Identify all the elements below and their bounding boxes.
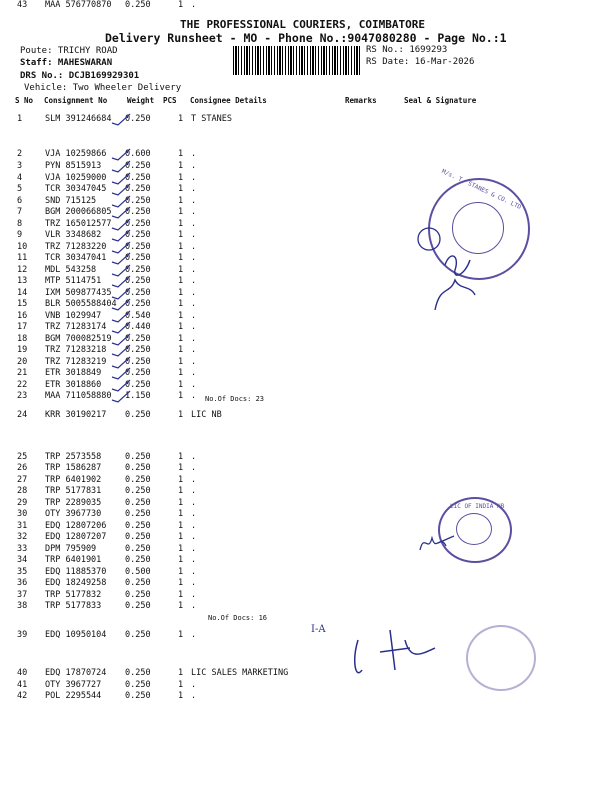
row-weight: 0.250	[125, 161, 151, 171]
company-title: THE PROFESSIONAL COURIERS, COIMBATORE	[180, 18, 426, 31]
row-serial-number: 33	[17, 544, 28, 554]
row-serial-number: 14	[17, 288, 28, 298]
row-serial-number: 35	[17, 567, 28, 577]
row-pieces: 1	[178, 380, 184, 390]
row-consignment-number: BGM 700082519	[45, 334, 112, 344]
row-consignment-number: VNB 1029947	[45, 311, 102, 321]
row-serial-number: 30	[17, 509, 28, 519]
row-pieces: 1	[178, 590, 184, 600]
tick-mark	[112, 184, 130, 195]
row-pieces: 1	[178, 196, 184, 206]
row-consignee: LIC SALES MARKETING	[191, 668, 289, 678]
tick-mark	[112, 322, 130, 333]
row-consignee: .	[191, 276, 197, 286]
row-consignee: .	[191, 380, 197, 390]
row-consignee: .	[191, 391, 197, 401]
row-weight: 0.250	[125, 410, 151, 420]
row-consignment-number: MAA 576770870	[45, 0, 112, 10]
row-pieces: 1	[178, 509, 184, 519]
row-serial-number: 5	[17, 184, 23, 194]
runsheet-subtitle: Delivery Runsheet - MO - Phone No.:9047080280 - Page No.:1	[105, 31, 507, 45]
row-pieces: 1	[178, 680, 184, 690]
row-weight: 0.250	[125, 521, 151, 531]
row-consignee: .	[191, 521, 197, 531]
row-consignment-number: POL 2295544	[45, 691, 102, 701]
row-pieces: 1	[178, 299, 184, 309]
row-pieces: 1	[178, 207, 184, 217]
tick-mark	[112, 288, 130, 299]
row-pieces: 1	[178, 288, 184, 298]
tick-mark	[112, 173, 130, 184]
tick-mark	[112, 311, 130, 322]
row-serial-number: 13	[17, 276, 28, 286]
row-consignee: T STANES	[191, 114, 232, 124]
row-pieces: 1	[178, 357, 184, 367]
row-pieces: 1	[178, 219, 184, 229]
row-pieces: 1	[178, 276, 184, 286]
row-serial-number: 36	[17, 578, 28, 588]
row-weight: 0.250	[125, 184, 151, 194]
row-consignee: .	[191, 498, 197, 508]
row-serial-number: 31	[17, 521, 28, 531]
row-pieces: 1	[178, 521, 184, 531]
row-weight: 0.250	[125, 299, 151, 309]
row-pieces: 1	[178, 311, 184, 321]
row-consignee: .	[191, 630, 197, 640]
row-consignee: .	[191, 590, 197, 600]
row-pieces: 1	[178, 410, 184, 420]
row-consignee: .	[191, 544, 197, 554]
row-weight: 0.250	[125, 196, 151, 206]
row-pieces: 1	[178, 368, 184, 378]
row-serial-number: 28	[17, 486, 28, 496]
row-weight: 0.250	[125, 486, 151, 496]
row-consignee: LIC NB	[191, 410, 222, 420]
row-weight: 0.250	[125, 532, 151, 542]
row-serial-number: 40	[17, 668, 28, 678]
row-weight: 0.250	[125, 555, 151, 565]
tick-mark	[112, 380, 130, 391]
row-serial-number: 29	[17, 498, 28, 508]
row-consignee: .	[191, 486, 197, 496]
tick-mark	[112, 345, 130, 356]
tick-mark	[112, 276, 130, 287]
row-weight: 0.250	[125, 265, 151, 275]
tick-mark	[112, 334, 130, 345]
row-pieces: 1	[178, 161, 184, 171]
col-remarks: Remarks	[345, 96, 377, 105]
row-consignee: .	[191, 299, 197, 309]
row-pieces: 1	[178, 463, 184, 473]
row-serial-number: 38	[17, 601, 28, 611]
row-weight: 0.600	[125, 149, 151, 159]
row-pieces: 1	[178, 391, 184, 401]
row-weight: 0.250	[125, 691, 151, 701]
row-weight: 0.250	[125, 380, 151, 390]
row-consignment-number: PYN 8515913	[45, 161, 102, 171]
row-weight: 0.540	[125, 311, 151, 321]
row-weight: 0.250	[125, 544, 151, 554]
col-consignment: Consignment No	[44, 96, 108, 105]
tick-mark	[112, 161, 130, 172]
row-serial-number: 37	[17, 590, 28, 600]
row-pieces: 1	[178, 184, 184, 194]
row-pieces: 1	[178, 601, 184, 611]
row-consignment-number: OTY 3967727	[45, 680, 102, 690]
row-weight: 0.250	[125, 368, 151, 378]
row-consignment-number: MAA 711058880	[45, 391, 112, 401]
row-consignee: .	[191, 601, 197, 611]
col-seal-signature: Seal & Signature	[404, 96, 477, 105]
row-consignee: .	[191, 184, 197, 194]
row-serial-number: 9	[17, 230, 23, 240]
row-pieces: 1	[178, 475, 184, 485]
row-consignment-number: EDQ 17870724	[45, 668, 107, 678]
row-consignee: .	[191, 173, 197, 183]
row-weight: 0.250	[125, 668, 151, 678]
row-consignee: .	[191, 368, 197, 378]
tick-mark	[112, 391, 130, 402]
row-consignee: .	[191, 230, 197, 240]
tick-mark	[112, 207, 130, 218]
row-consignment-number: EDQ 11885370	[45, 567, 107, 577]
row-consignee: .	[191, 578, 197, 588]
row-consignment-number: BGM 200066805	[45, 207, 112, 217]
row-serial-number: 6	[17, 196, 23, 206]
row-consignment-number: TRP 2573558	[45, 452, 102, 462]
remark-row-40: I-A	[311, 624, 326, 635]
row-consignee: .	[191, 0, 197, 10]
row-serial-number: 39	[17, 630, 28, 640]
row-consignment-number: TRP 5177831	[45, 486, 102, 496]
row-consignee: .	[191, 207, 197, 217]
stanes-stamp-text: M/s. T. STANES & CO. LTD	[440, 168, 523, 211]
row-consignment-number: EDQ 18249258	[45, 578, 107, 588]
signature-row-40	[350, 620, 450, 690]
row-consignment-number: VLR 3348682	[45, 230, 102, 240]
row-consignment-number: DPM 795909	[45, 544, 97, 554]
row-weight: 0.250	[125, 680, 151, 690]
row-consignment-number: ETR 3018849	[45, 368, 102, 378]
row-weight: 0.250	[125, 357, 151, 367]
row-serial-number: 12	[17, 265, 28, 275]
row-weight: 0.250	[125, 288, 151, 298]
row-pieces: 1	[178, 691, 184, 701]
row-weight: 0.250	[125, 498, 151, 508]
row-serial-number: 27	[17, 475, 28, 485]
row-consignee: .	[191, 334, 197, 344]
doc-count-group1: No.Of Docs: 23	[205, 395, 265, 403]
row-serial-number: 20	[17, 357, 28, 367]
row-consignment-number: SND 715125	[45, 196, 97, 206]
col-pcs: PCS	[163, 96, 177, 105]
row-consignment-number: EDQ 12807206	[45, 521, 107, 531]
doc-count-group2: No.Of Docs: 16	[208, 614, 268, 622]
row-consignment-number: TRZ 71283174	[45, 322, 107, 332]
row-serial-number: 19	[17, 345, 28, 355]
row-pieces: 1	[178, 242, 184, 252]
row-consignee: .	[191, 452, 197, 462]
row-pieces: 1	[178, 253, 184, 263]
row-consignment-number: TRZ 165012577	[45, 219, 112, 229]
row-consignee: .	[191, 161, 197, 171]
tick-mark	[112, 196, 130, 207]
row-serial-number: 10	[17, 242, 28, 252]
tick-mark	[112, 149, 130, 160]
tick-mark	[112, 265, 130, 276]
row-pieces: 1	[178, 0, 184, 10]
row-weight: 0.250	[125, 334, 151, 344]
row-consignee: .	[191, 509, 197, 519]
row-pieces: 1	[178, 452, 184, 462]
row-pieces: 1	[178, 114, 184, 124]
row-pieces: 1	[178, 578, 184, 588]
tick-mark	[112, 230, 130, 241]
row-serial-number: 7	[17, 207, 23, 217]
row-pieces: 1	[178, 486, 184, 496]
row-pieces: 1	[178, 149, 184, 159]
row-consignee: .	[191, 196, 197, 206]
row-weight: 0.250	[125, 253, 151, 263]
signature-lic	[418, 528, 458, 558]
row-consignment-number: TRZ 71283220	[45, 242, 107, 252]
row-consignee: .	[191, 555, 197, 565]
row-weight: 0.250	[125, 242, 151, 252]
row-consignment-number: MDL 543258	[45, 265, 97, 275]
row-consignee: .	[191, 475, 197, 485]
row-consignee: .	[191, 567, 197, 577]
row-serial-number: 16	[17, 311, 28, 321]
row-weight: 0.250	[125, 230, 151, 240]
row-serial-number: 11	[17, 253, 28, 263]
row-serial-number: 15	[17, 299, 28, 309]
row-consignee: .	[191, 219, 197, 229]
row-consignment-number: VJA 10259000	[45, 173, 107, 183]
row-consignee: .	[191, 691, 197, 701]
row-consignee: .	[191, 322, 197, 332]
row-weight: 0.250	[125, 0, 151, 10]
row-consignment-number: TRP 5177832	[45, 590, 102, 600]
row-pieces: 1	[178, 173, 184, 183]
lic-stamp-text: LIC OF INDIA NB	[450, 503, 505, 510]
lic-stamp-inner	[456, 513, 492, 545]
row-consignment-number: TRP 2289035	[45, 498, 102, 508]
row-serial-number: 2	[17, 149, 23, 159]
row-consignment-number: TRP 5177833	[45, 601, 102, 611]
route-label: Poute: TRICHY ROAD	[20, 46, 118, 56]
row-consignment-number: EDQ 10950104	[45, 630, 107, 640]
row-consignee: .	[191, 680, 197, 690]
row-weight: 0.250	[125, 207, 151, 217]
row-consignment-number: TCR 30347045	[45, 184, 107, 194]
row-consignee: .	[191, 242, 197, 252]
row-pieces: 1	[178, 322, 184, 332]
row-consignee: .	[191, 463, 197, 473]
row-serial-number: 32	[17, 532, 28, 542]
row-consignee: .	[191, 253, 197, 263]
row-pieces: 1	[178, 498, 184, 508]
rs-number: RS No.: 1699293	[366, 45, 448, 55]
rs-date: RS Date: 16-Mar-2026	[366, 57, 475, 67]
row-consignment-number: SLM 391246684	[45, 114, 112, 124]
row-weight: 0.250	[125, 452, 151, 462]
row-serial-number: 43	[17, 0, 28, 10]
row-consignee: .	[191, 288, 197, 298]
row-consignment-number: TRP 6401901	[45, 555, 102, 565]
row-weight: 0.250	[125, 509, 151, 519]
row-consignee: .	[191, 345, 197, 355]
row-pieces: 1	[178, 668, 184, 678]
row-weight: 0.250	[125, 578, 151, 588]
row-weight: 0.250	[125, 590, 151, 600]
row-weight: 0.250	[125, 276, 151, 286]
row-weight: 0.250	[125, 114, 151, 124]
row-consignment-number: KRR 30190217	[45, 410, 107, 420]
vehicle-label: Vehicle: Two Wheeler Delivery	[24, 83, 182, 93]
row-weight: 0.250	[125, 173, 151, 183]
tick-mark	[112, 368, 130, 379]
row-weight: 0.250	[125, 345, 151, 355]
row-consignment-number: TRP 6401902	[45, 475, 102, 485]
row-consignment-number: TRP 1586287	[45, 463, 102, 473]
row-consignment-number: BLR 5005588404	[45, 299, 117, 309]
row-pieces: 1	[178, 345, 184, 355]
row-consignee: .	[191, 311, 197, 321]
row-consignment-number: TRZ 71283218	[45, 345, 107, 355]
row-consignment-number: EDQ 12807207	[45, 532, 107, 542]
row-serial-number: 24	[17, 410, 28, 420]
row-serial-number: 42	[17, 691, 28, 701]
row-serial-number: 23	[17, 391, 28, 401]
row-serial-number: 34	[17, 555, 28, 565]
row-serial-number: 3	[17, 161, 23, 171]
row-weight: 0.250	[125, 630, 151, 640]
drs-label: DRS No.: DCJB169929301	[20, 71, 140, 81]
row-weight: 0.250	[125, 219, 151, 229]
row-consignment-number: MTP 5114751	[45, 276, 102, 286]
tick-mark	[112, 253, 130, 264]
tick-mark	[112, 242, 130, 253]
tick-mark	[112, 357, 130, 368]
tick-mark	[112, 299, 130, 310]
row-serial-number: 25	[17, 452, 28, 462]
row-serial-number: 4	[17, 173, 23, 183]
row-weight: 0.250	[125, 601, 151, 611]
row-serial-number: 26	[17, 463, 28, 473]
row-pieces: 1	[178, 630, 184, 640]
row-weight: 0.500	[125, 567, 151, 577]
row-pieces: 1	[178, 532, 184, 542]
faint-stamp	[466, 625, 536, 691]
row-consignment-number: ETR 3018860	[45, 380, 102, 390]
row-pieces: 1	[178, 230, 184, 240]
col-sno: S No	[15, 96, 34, 105]
row-consignment-number: TCR 30347041	[45, 253, 107, 263]
row-consignment-number: IXM 509877435	[45, 288, 112, 298]
row-weight: 0.440	[125, 322, 151, 332]
row-consignee: .	[191, 532, 197, 542]
row-pieces: 1	[178, 334, 184, 344]
row-weight: 0.250	[125, 463, 151, 473]
row-serial-number: 8	[17, 219, 23, 229]
row-weight: 0.250	[125, 475, 151, 485]
col-consignee: Consignee Details	[190, 96, 267, 105]
col-weight: Weight	[127, 96, 155, 105]
row-consignment-number: TRZ 71283219	[45, 357, 107, 367]
row-pieces: 1	[178, 567, 184, 577]
row-consignee: .	[191, 149, 197, 159]
row-pieces: 1	[178, 265, 184, 275]
row-consignment-number: OTY 3967730	[45, 509, 102, 519]
row-serial-number: 17	[17, 322, 28, 332]
row-consignee: .	[191, 265, 197, 275]
row-consignee: .	[191, 357, 197, 367]
tick-mark	[112, 219, 130, 230]
row-consignment-number: VJA 10259866	[45, 149, 107, 159]
staff-label: Staff: MAHESWARAN	[20, 58, 113, 68]
row-serial-number: 21	[17, 368, 28, 378]
row-serial-number: 1	[17, 114, 23, 124]
row-serial-number: 41	[17, 680, 28, 690]
signature-stanes	[415, 225, 505, 315]
row-serial-number: 22	[17, 380, 28, 390]
row-serial-number: 18	[17, 334, 28, 344]
row-pieces: 1	[178, 555, 184, 565]
row-pieces: 1	[178, 544, 184, 554]
tick-mark	[112, 114, 130, 125]
row-weight: 1.150	[125, 391, 151, 401]
